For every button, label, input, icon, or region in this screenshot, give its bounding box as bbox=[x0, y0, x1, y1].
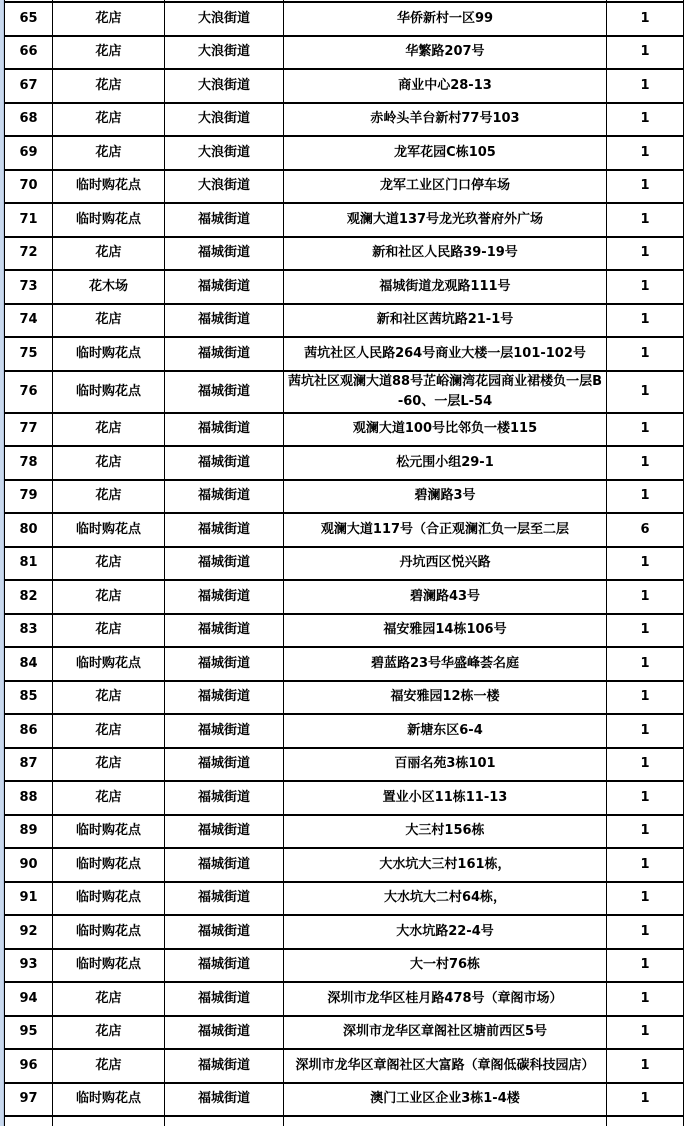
cell-row-number[interactable]: 86 bbox=[5, 714, 53, 748]
cell-street[interactable]: 福城街道 bbox=[165, 748, 284, 782]
cell-type[interactable]: 花店 bbox=[53, 136, 165, 170]
cell-row-number[interactable]: 87 bbox=[5, 748, 53, 782]
partial-cell bbox=[165, 1116, 284, 1126]
cell-row-number[interactable]: 94 bbox=[5, 982, 53, 1016]
partial-cell bbox=[607, 1116, 684, 1126]
cell-type[interactable]: 花店 bbox=[53, 2, 165, 36]
cell-address[interactable]: 新和社区茜坑路21-1号 bbox=[284, 304, 607, 338]
table-row bbox=[5, 170, 684, 204]
cell-type[interactable]: 花木场 bbox=[53, 270, 165, 304]
cell-row-number[interactable]: 95 bbox=[5, 1016, 53, 1050]
cell-count[interactable]: 1 bbox=[607, 714, 684, 748]
table-row bbox=[5, 915, 684, 949]
cell-row-number[interactable]: 81 bbox=[5, 547, 53, 581]
cell-row-number[interactable]: 82 bbox=[5, 580, 53, 614]
table-row bbox=[5, 103, 684, 137]
table-row bbox=[5, 413, 684, 447]
cell-count[interactable]: 1 bbox=[607, 2, 684, 36]
cell-street[interactable]: 福城街道 bbox=[165, 647, 284, 681]
cell-street[interactable]: 福城街道 bbox=[165, 237, 284, 271]
cell-count[interactable]: 1 bbox=[607, 103, 684, 137]
cell-type[interactable]: 花店 bbox=[53, 304, 165, 338]
cell-row-number[interactable]: 93 bbox=[5, 949, 53, 983]
table-row bbox=[5, 2, 684, 36]
table-row bbox=[5, 371, 684, 413]
cell-row-number[interactable]: 69 bbox=[5, 136, 53, 170]
cell-count[interactable]: 1 bbox=[607, 1016, 684, 1050]
cell-type[interactable]: 临时购花点 bbox=[53, 882, 165, 916]
cell-type[interactable]: 花店 bbox=[53, 781, 165, 815]
cell-row-number[interactable]: 88 bbox=[5, 781, 53, 815]
cell-type[interactable]: 临时购花点 bbox=[53, 337, 165, 371]
cell-type[interactable]: 花店 bbox=[53, 681, 165, 715]
cell-row-number[interactable]: 92 bbox=[5, 915, 53, 949]
cell-type[interactable]: 花店 bbox=[53, 614, 165, 648]
table-row bbox=[5, 203, 684, 237]
cell-count[interactable]: 1 bbox=[607, 480, 684, 514]
cell-street[interactable]: 福城街道 bbox=[165, 982, 284, 1016]
cell-type[interactable]: 花店 bbox=[53, 748, 165, 782]
cell-street[interactable]: 福城街道 bbox=[165, 304, 284, 338]
cell-count[interactable]: 6 bbox=[607, 513, 684, 547]
cell-type[interactable]: 临时购花点 bbox=[53, 371, 165, 413]
cell-type[interactable]: 花店 bbox=[53, 413, 165, 447]
cell-type[interactable]: 临时购花点 bbox=[53, 513, 165, 547]
table-row bbox=[5, 1083, 684, 1117]
cell-row-number[interactable]: 76 bbox=[5, 371, 53, 413]
flower-points-table bbox=[4, 0, 684, 1126]
cell-count[interactable]: 1 bbox=[607, 681, 684, 715]
cell-count[interactable]: 1 bbox=[607, 982, 684, 1016]
cell-address[interactable]: 深圳市龙华区桂月路478号（章阁市场） bbox=[284, 982, 607, 1016]
cell-street[interactable]: 福城街道 bbox=[165, 371, 284, 413]
cell-type[interactable]: 花店 bbox=[53, 547, 165, 581]
cell-row-number[interactable]: 78 bbox=[5, 446, 53, 480]
cell-street[interactable]: 福城街道 bbox=[165, 949, 284, 983]
cell-street[interactable]: 福城街道 bbox=[165, 614, 284, 648]
cell-row-number[interactable]: 89 bbox=[5, 815, 53, 849]
cell-address[interactable]: 茜坑社区观澜大道88号芷峪澜湾花园商业裙楼负一层B-60、一层L-54 bbox=[284, 371, 607, 413]
cell-count[interactable]: 1 bbox=[607, 203, 684, 237]
cell-count[interactable]: 1 bbox=[607, 337, 684, 371]
cell-count[interactable]: 1 bbox=[607, 647, 684, 681]
cell-row-number[interactable]: 73 bbox=[5, 270, 53, 304]
cell-street[interactable]: 福城街道 bbox=[165, 1083, 284, 1117]
cell-address[interactable]: 龙军工业区门口停车场 bbox=[284, 170, 607, 204]
cell-count[interactable]: 1 bbox=[607, 1049, 684, 1083]
partial-cell bbox=[53, 1116, 165, 1126]
cell-type[interactable]: 临时购花点 bbox=[53, 848, 165, 882]
table-row bbox=[5, 681, 684, 715]
partial-cell bbox=[284, 1116, 607, 1126]
cell-count[interactable]: 1 bbox=[607, 614, 684, 648]
cell-row-number[interactable]: 68 bbox=[5, 103, 53, 137]
table-body bbox=[5, 0, 684, 1126]
cell-type[interactable]: 临时购花点 bbox=[53, 815, 165, 849]
cell-type[interactable]: 花店 bbox=[53, 103, 165, 137]
cell-count[interactable]: 1 bbox=[607, 446, 684, 480]
partial-cell bbox=[5, 1116, 53, 1126]
cell-count[interactable]: 1 bbox=[607, 915, 684, 949]
cell-street[interactable]: 福城街道 bbox=[165, 480, 284, 514]
table-row bbox=[5, 270, 684, 304]
cell-address[interactable]: 龙军花园C栋105 bbox=[284, 136, 607, 170]
table-row bbox=[5, 949, 684, 983]
cell-count[interactable]: 1 bbox=[607, 1083, 684, 1117]
cell-address[interactable]: 大三村156栋 bbox=[284, 815, 607, 849]
cell-row-number[interactable]: 96 bbox=[5, 1049, 53, 1083]
cell-street[interactable]: 福城街道 bbox=[165, 446, 284, 480]
cell-row-number[interactable]: 71 bbox=[5, 203, 53, 237]
cell-count[interactable]: 1 bbox=[607, 413, 684, 447]
cell-street[interactable]: 大浪街道 bbox=[165, 136, 284, 170]
cell-type[interactable]: 花店 bbox=[53, 446, 165, 480]
cell-address[interactable]: 赤岭头羊台新村77号103 bbox=[284, 103, 607, 137]
cell-street[interactable]: 福城街道 bbox=[165, 781, 284, 815]
table-row bbox=[5, 1049, 684, 1083]
table-row bbox=[5, 237, 684, 271]
cell-address[interactable]: 观澜大道100号比邻负一楼115 bbox=[284, 413, 607, 447]
cell-address[interactable]: 观澜大道117号（合正观澜汇负一层至二层 bbox=[284, 513, 607, 547]
cell-count[interactable]: 1 bbox=[607, 304, 684, 338]
cell-street[interactable]: 福城街道 bbox=[165, 270, 284, 304]
cell-count[interactable]: 1 bbox=[607, 949, 684, 983]
table-row bbox=[5, 36, 684, 70]
cell-type[interactable]: 花店 bbox=[53, 69, 165, 103]
cell-type[interactable]: 花店 bbox=[53, 237, 165, 271]
cell-row-number[interactable]: 77 bbox=[5, 413, 53, 447]
table-row bbox=[5, 982, 684, 1016]
cell-address[interactable]: 深圳市龙华区章阁社区大富路（章阁低碳科技园店） bbox=[284, 1049, 607, 1083]
cell-count[interactable]: 1 bbox=[607, 69, 684, 103]
cell-row-number[interactable]: 84 bbox=[5, 647, 53, 681]
cell-street[interactable]: 大浪街道 bbox=[165, 103, 284, 137]
table-row bbox=[5, 580, 684, 614]
cell-row-number[interactable]: 75 bbox=[5, 337, 53, 371]
cell-type[interactable]: 临时购花点 bbox=[53, 170, 165, 204]
cell-count[interactable]: 1 bbox=[607, 371, 684, 413]
cell-row-number[interactable]: 90 bbox=[5, 848, 53, 882]
cell-row-number[interactable]: 83 bbox=[5, 614, 53, 648]
table-row bbox=[5, 748, 684, 782]
table-row bbox=[5, 513, 684, 547]
cell-count[interactable]: 1 bbox=[607, 270, 684, 304]
cell-street[interactable]: 福城街道 bbox=[165, 580, 284, 614]
cell-type[interactable]: 临时购花点 bbox=[53, 915, 165, 949]
cell-street[interactable]: 福城街道 bbox=[165, 882, 284, 916]
cell-row-number[interactable]: 67 bbox=[5, 69, 53, 103]
cell-row-number[interactable]: 91 bbox=[5, 882, 53, 916]
cell-street[interactable]: 福城街道 bbox=[165, 1049, 284, 1083]
cell-address[interactable]: 碧澜路3号 bbox=[284, 480, 607, 514]
cell-count[interactable]: 1 bbox=[607, 848, 684, 882]
cell-type[interactable]: 花店 bbox=[53, 982, 165, 1016]
table-row bbox=[5, 882, 684, 916]
cell-count[interactable]: 1 bbox=[607, 815, 684, 849]
cell-street[interactable]: 福城街道 bbox=[165, 815, 284, 849]
cell-type[interactable]: 花店 bbox=[53, 580, 165, 614]
partial-row-bottom bbox=[5, 1116, 684, 1126]
table-row bbox=[5, 547, 684, 581]
cell-row-number[interactable]: 97 bbox=[5, 1083, 53, 1117]
cell-count[interactable]: 1 bbox=[607, 36, 684, 70]
cell-type[interactable]: 临时购花点 bbox=[53, 647, 165, 681]
cell-type[interactable]: 临时购花点 bbox=[53, 949, 165, 983]
cell-address[interactable]: 观澜大道137号龙光玖誉府外广场 bbox=[284, 203, 607, 237]
cell-address[interactable]: 大水坑路22-4号 bbox=[284, 915, 607, 949]
cell-address[interactable]: 福安雅园14栋106号 bbox=[284, 614, 607, 648]
cell-row-number[interactable]: 79 bbox=[5, 480, 53, 514]
cell-type[interactable]: 花店 bbox=[53, 36, 165, 70]
cell-type[interactable]: 花店 bbox=[53, 1049, 165, 1083]
cell-row-number[interactable]: 85 bbox=[5, 681, 53, 715]
cell-count[interactable]: 1 bbox=[607, 136, 684, 170]
cell-street[interactable]: 大浪街道 bbox=[165, 69, 284, 103]
cell-address[interactable]: 碧澜路43号 bbox=[284, 580, 607, 614]
cell-row-number[interactable]: 72 bbox=[5, 237, 53, 271]
cell-row-number[interactable]: 65 bbox=[5, 2, 53, 36]
table-row bbox=[5, 781, 684, 815]
cell-address[interactable]: 福城街道龙观路111号 bbox=[284, 270, 607, 304]
cell-row-number[interactable]: 80 bbox=[5, 513, 53, 547]
cell-street[interactable]: 福城街道 bbox=[165, 915, 284, 949]
table-row bbox=[5, 304, 684, 338]
cell-street[interactable]: 福城街道 bbox=[165, 413, 284, 447]
cell-address[interactable]: 商业中心28-13 bbox=[284, 69, 607, 103]
cell-count[interactable]: 1 bbox=[607, 170, 684, 204]
cell-address[interactable]: 茜坑社区人民路264号商业大楼一层101-102号 bbox=[284, 337, 607, 371]
cell-count[interactable]: 1 bbox=[607, 547, 684, 581]
cell-street[interactable]: 大浪街道 bbox=[165, 36, 284, 70]
table-row bbox=[5, 714, 684, 748]
cell-street[interactable]: 福城街道 bbox=[165, 513, 284, 547]
cell-address[interactable]: 大水坑大二村64栋， bbox=[284, 882, 607, 916]
cell-address[interactable]: 华繁路207号 bbox=[284, 36, 607, 70]
cell-count[interactable]: 1 bbox=[607, 748, 684, 782]
cell-type[interactable]: 临时购花点 bbox=[53, 1083, 165, 1117]
cell-count[interactable]: 1 bbox=[607, 882, 684, 916]
table-row bbox=[5, 480, 684, 514]
table-row bbox=[5, 337, 684, 371]
cell-type[interactable]: 花店 bbox=[53, 1016, 165, 1050]
cell-street[interactable]: 福城街道 bbox=[165, 547, 284, 581]
cell-street[interactable]: 福城街道 bbox=[165, 848, 284, 882]
cell-address[interactable]: 新和社区人民路39-19号 bbox=[284, 237, 607, 271]
cell-count[interactable]: 1 bbox=[607, 237, 684, 271]
cell-address[interactable]: 松元围小组29-1 bbox=[284, 446, 607, 480]
cell-street[interactable]: 福城街道 bbox=[165, 203, 284, 237]
cell-address[interactable]: 碧蓝路23号华盛峰荟名庭 bbox=[284, 647, 607, 681]
cell-street[interactable]: 大浪街道 bbox=[165, 2, 284, 36]
cell-address[interactable]: 深圳市龙华区章阁社区塘前西区5号 bbox=[284, 1016, 607, 1050]
cell-type[interactable]: 花店 bbox=[53, 480, 165, 514]
cell-row-number[interactable]: 66 bbox=[5, 36, 53, 70]
table-row bbox=[5, 647, 684, 681]
cell-street[interactable]: 福城街道 bbox=[165, 337, 284, 371]
cell-address[interactable]: 百丽名苑3栋101 bbox=[284, 748, 607, 782]
cell-row-number[interactable]: 70 bbox=[5, 170, 53, 204]
table-row bbox=[5, 136, 684, 170]
cell-address[interactable]: 华侨新村一区99 bbox=[284, 2, 607, 36]
table-row bbox=[5, 614, 684, 648]
cell-street[interactable]: 福城街道 bbox=[165, 714, 284, 748]
table-row bbox=[5, 69, 684, 103]
cell-address[interactable]: 澳门工业区企业3栋1-4楼 bbox=[284, 1083, 607, 1117]
cell-type[interactable]: 花店 bbox=[53, 714, 165, 748]
cell-count[interactable]: 1 bbox=[607, 580, 684, 614]
cell-address[interactable]: 置业小区11栋11-13 bbox=[284, 781, 607, 815]
table-row bbox=[5, 815, 684, 849]
cell-address[interactable]: 大一村76栋 bbox=[284, 949, 607, 983]
table-row bbox=[5, 446, 684, 480]
cell-count[interactable]: 1 bbox=[607, 781, 684, 815]
table-row bbox=[5, 848, 684, 882]
cell-type[interactable]: 临时购花点 bbox=[53, 203, 165, 237]
cell-street[interactable]: 大浪街道 bbox=[165, 170, 284, 204]
cell-address[interactable]: 大水坑大三村161栋， bbox=[284, 848, 607, 882]
cell-address[interactable]: 福安雅园12栋一楼 bbox=[284, 681, 607, 715]
cell-street[interactable]: 福城街道 bbox=[165, 681, 284, 715]
cell-row-number[interactable]: 74 bbox=[5, 304, 53, 338]
cell-address[interactable]: 新塘东区6-4 bbox=[284, 714, 607, 748]
table-row bbox=[5, 1016, 684, 1050]
cell-address[interactable]: 丹坑西区悦兴路 bbox=[284, 547, 607, 581]
cell-street[interactable]: 福城街道 bbox=[165, 1016, 284, 1050]
